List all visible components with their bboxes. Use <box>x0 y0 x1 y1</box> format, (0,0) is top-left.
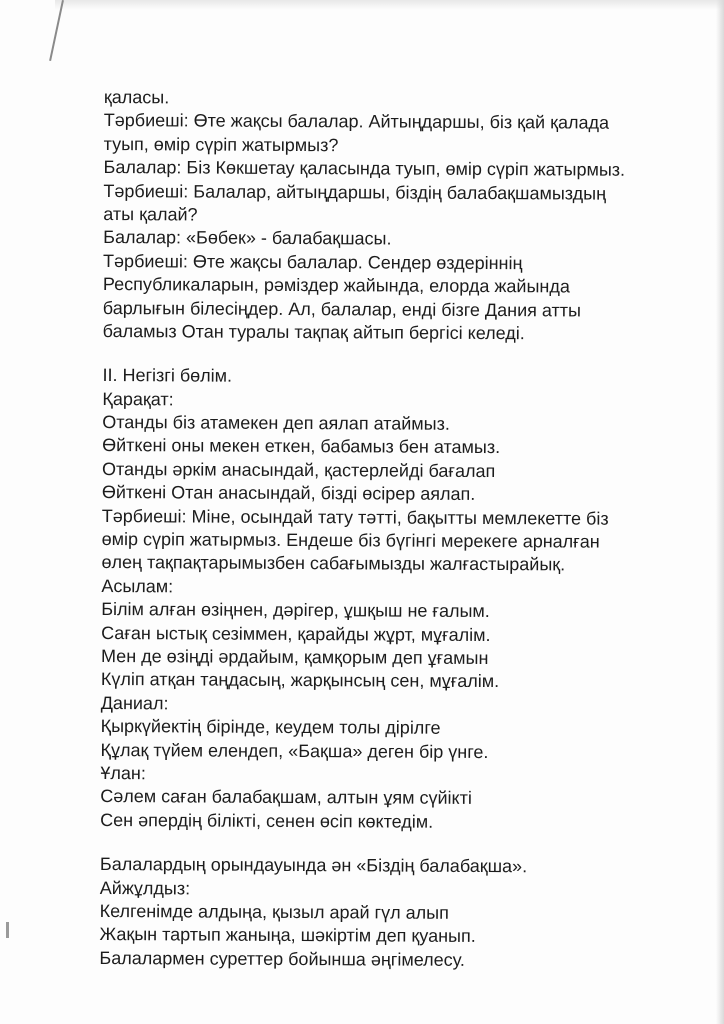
text-line: Тәрбиеші: Өте жақсы балалар. Сендер өздеріннің <box>103 250 523 273</box>
text-line: Құлақ түйем елендеп, «Бақша» деген бір үнге. <box>100 739 489 762</box>
text-line: Отанды біз атамекен деп аялап атаймыз. <box>102 412 450 434</box>
text-line: Сәлем саған балабақшам, алтын ұям сүйікті <box>100 786 472 809</box>
text-line: туып, өмір сүріп жатырмыз? <box>103 133 339 156</box>
document-body <box>99 86 684 973</box>
text-line: барлығын білесіңдер. Ал, балалар, енді бізге Дания атты <box>102 297 582 321</box>
text-line: Тәрбиеші: Балалар, айтыңдаршы, біздің балабақшамыздың <box>103 180 607 204</box>
text-line: Өйткені оны мекен еткен, бабамыз бен атамыз. <box>102 435 501 458</box>
section-heading: ІІ. Негізгі бөлім. <box>102 365 233 386</box>
speaker-label: Қарақат: <box>102 388 174 410</box>
paragraph-gap <box>103 343 683 367</box>
text-line: Балалар: Біз Көкшетау қаласында туып, өмір сүріп жатырмыз. <box>103 157 626 180</box>
speaker-label: Ұлан: <box>100 762 146 784</box>
text-line: Білім алған өзіңнен, дәрігер, ұшқыш не ғалым. <box>101 599 490 622</box>
scan-shadow-right <box>716 0 724 1024</box>
text-line: Балалармен суреттер бойынша әңгімелесу. <box>99 947 465 970</box>
speaker-label: Айжұлдыз: <box>99 877 191 898</box>
text-line: Жақын тартып жаныңа, шәкіртім деп қуанып. <box>99 924 476 947</box>
text-line: қаласы. <box>103 86 170 108</box>
text-line: Сен әпердің білікті, сенен өсіп көктедім. <box>100 809 434 832</box>
text-line: Балалар: «Бөбек» - балабақшасы. <box>103 227 392 249</box>
text-line: Тәрбиеші: Міне, осындай тату тәтті, бақытты мемлекетте біз <box>101 505 609 529</box>
speaker-label: Даниал: <box>100 692 169 714</box>
text-line: Саған ыстық сезіммен, қарайды жұрт, мұғалім. <box>101 622 491 645</box>
text-line: өмір сүріп жатырмыз. Ендеше біз бүгінгі мерекеге арналған <box>101 529 600 552</box>
text-line: өлең тақпақтарымызбен сабағымызды жалғастырайық. <box>101 552 566 575</box>
text-line: Өйткені Отан анасындай, бізді өсірер аялап. <box>101 482 476 505</box>
text-line: Тәрбиеші: Өте жақсы балалар. Айтыңдаршы, біз қай қалада <box>103 110 610 134</box>
text-line: Мен де өзіңді әрдайым, қамқорым деп ұғамын <box>100 645 489 669</box>
text-line: Балалардың орындауында ән «Біздің балабақша». <box>99 854 528 877</box>
text-line: Республикаларын, рәміздер жайында, елорда жайында <box>102 274 570 297</box>
scan-shadow-top <box>55 0 724 10</box>
scan-speck <box>6 922 9 938</box>
speaker-label: Асылам: <box>101 575 174 597</box>
text-line: Қыркүйектің бірінде, кеудем толы дірілге <box>100 716 441 738</box>
text-line: аты қалай? <box>103 203 198 225</box>
text-line: Келгенімде алдыңа, қызыл арай гүл алып <box>99 900 449 923</box>
text-line: Отанды әркім анасындай, қастерлейді бағалап <box>101 458 496 481</box>
paragraph-gap <box>100 832 680 856</box>
text-line: Күліп атқан таңдасың, жарқынсың сен, мұғалім. <box>100 669 500 692</box>
text-line: баламыз Отан туралы тақпақ айтып бергісі келеді. <box>102 320 525 344</box>
